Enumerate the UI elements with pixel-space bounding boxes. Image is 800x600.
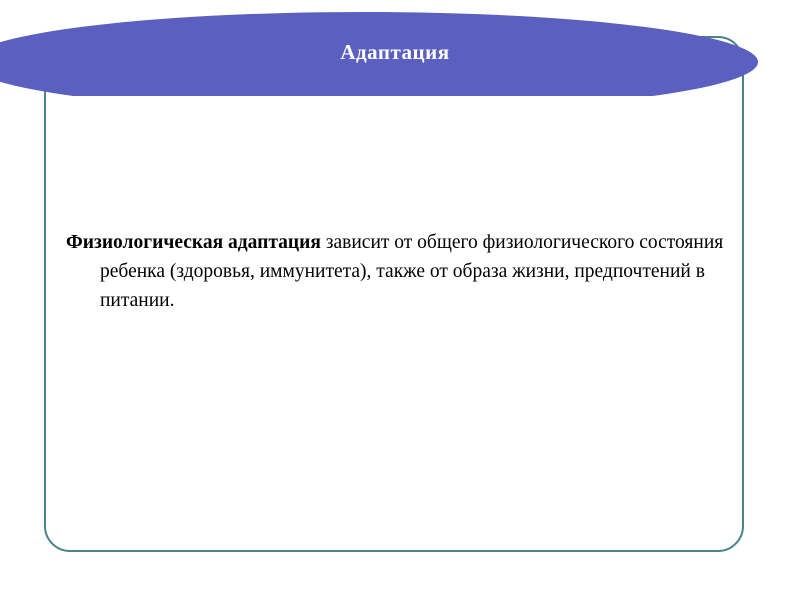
slide-body xyxy=(66,228,726,315)
body-paragraph xyxy=(66,228,726,315)
slide-title: Адаптация xyxy=(340,40,450,64)
body-lead-phrase: Физиологическая адаптация xyxy=(66,232,321,253)
body-rest-text: зависит от общего физиологического состояния ребенка (здоровья, иммунитета), также от образа жизни, предпочтений в питании. xyxy=(100,232,724,311)
banner-mask xyxy=(46,96,706,118)
